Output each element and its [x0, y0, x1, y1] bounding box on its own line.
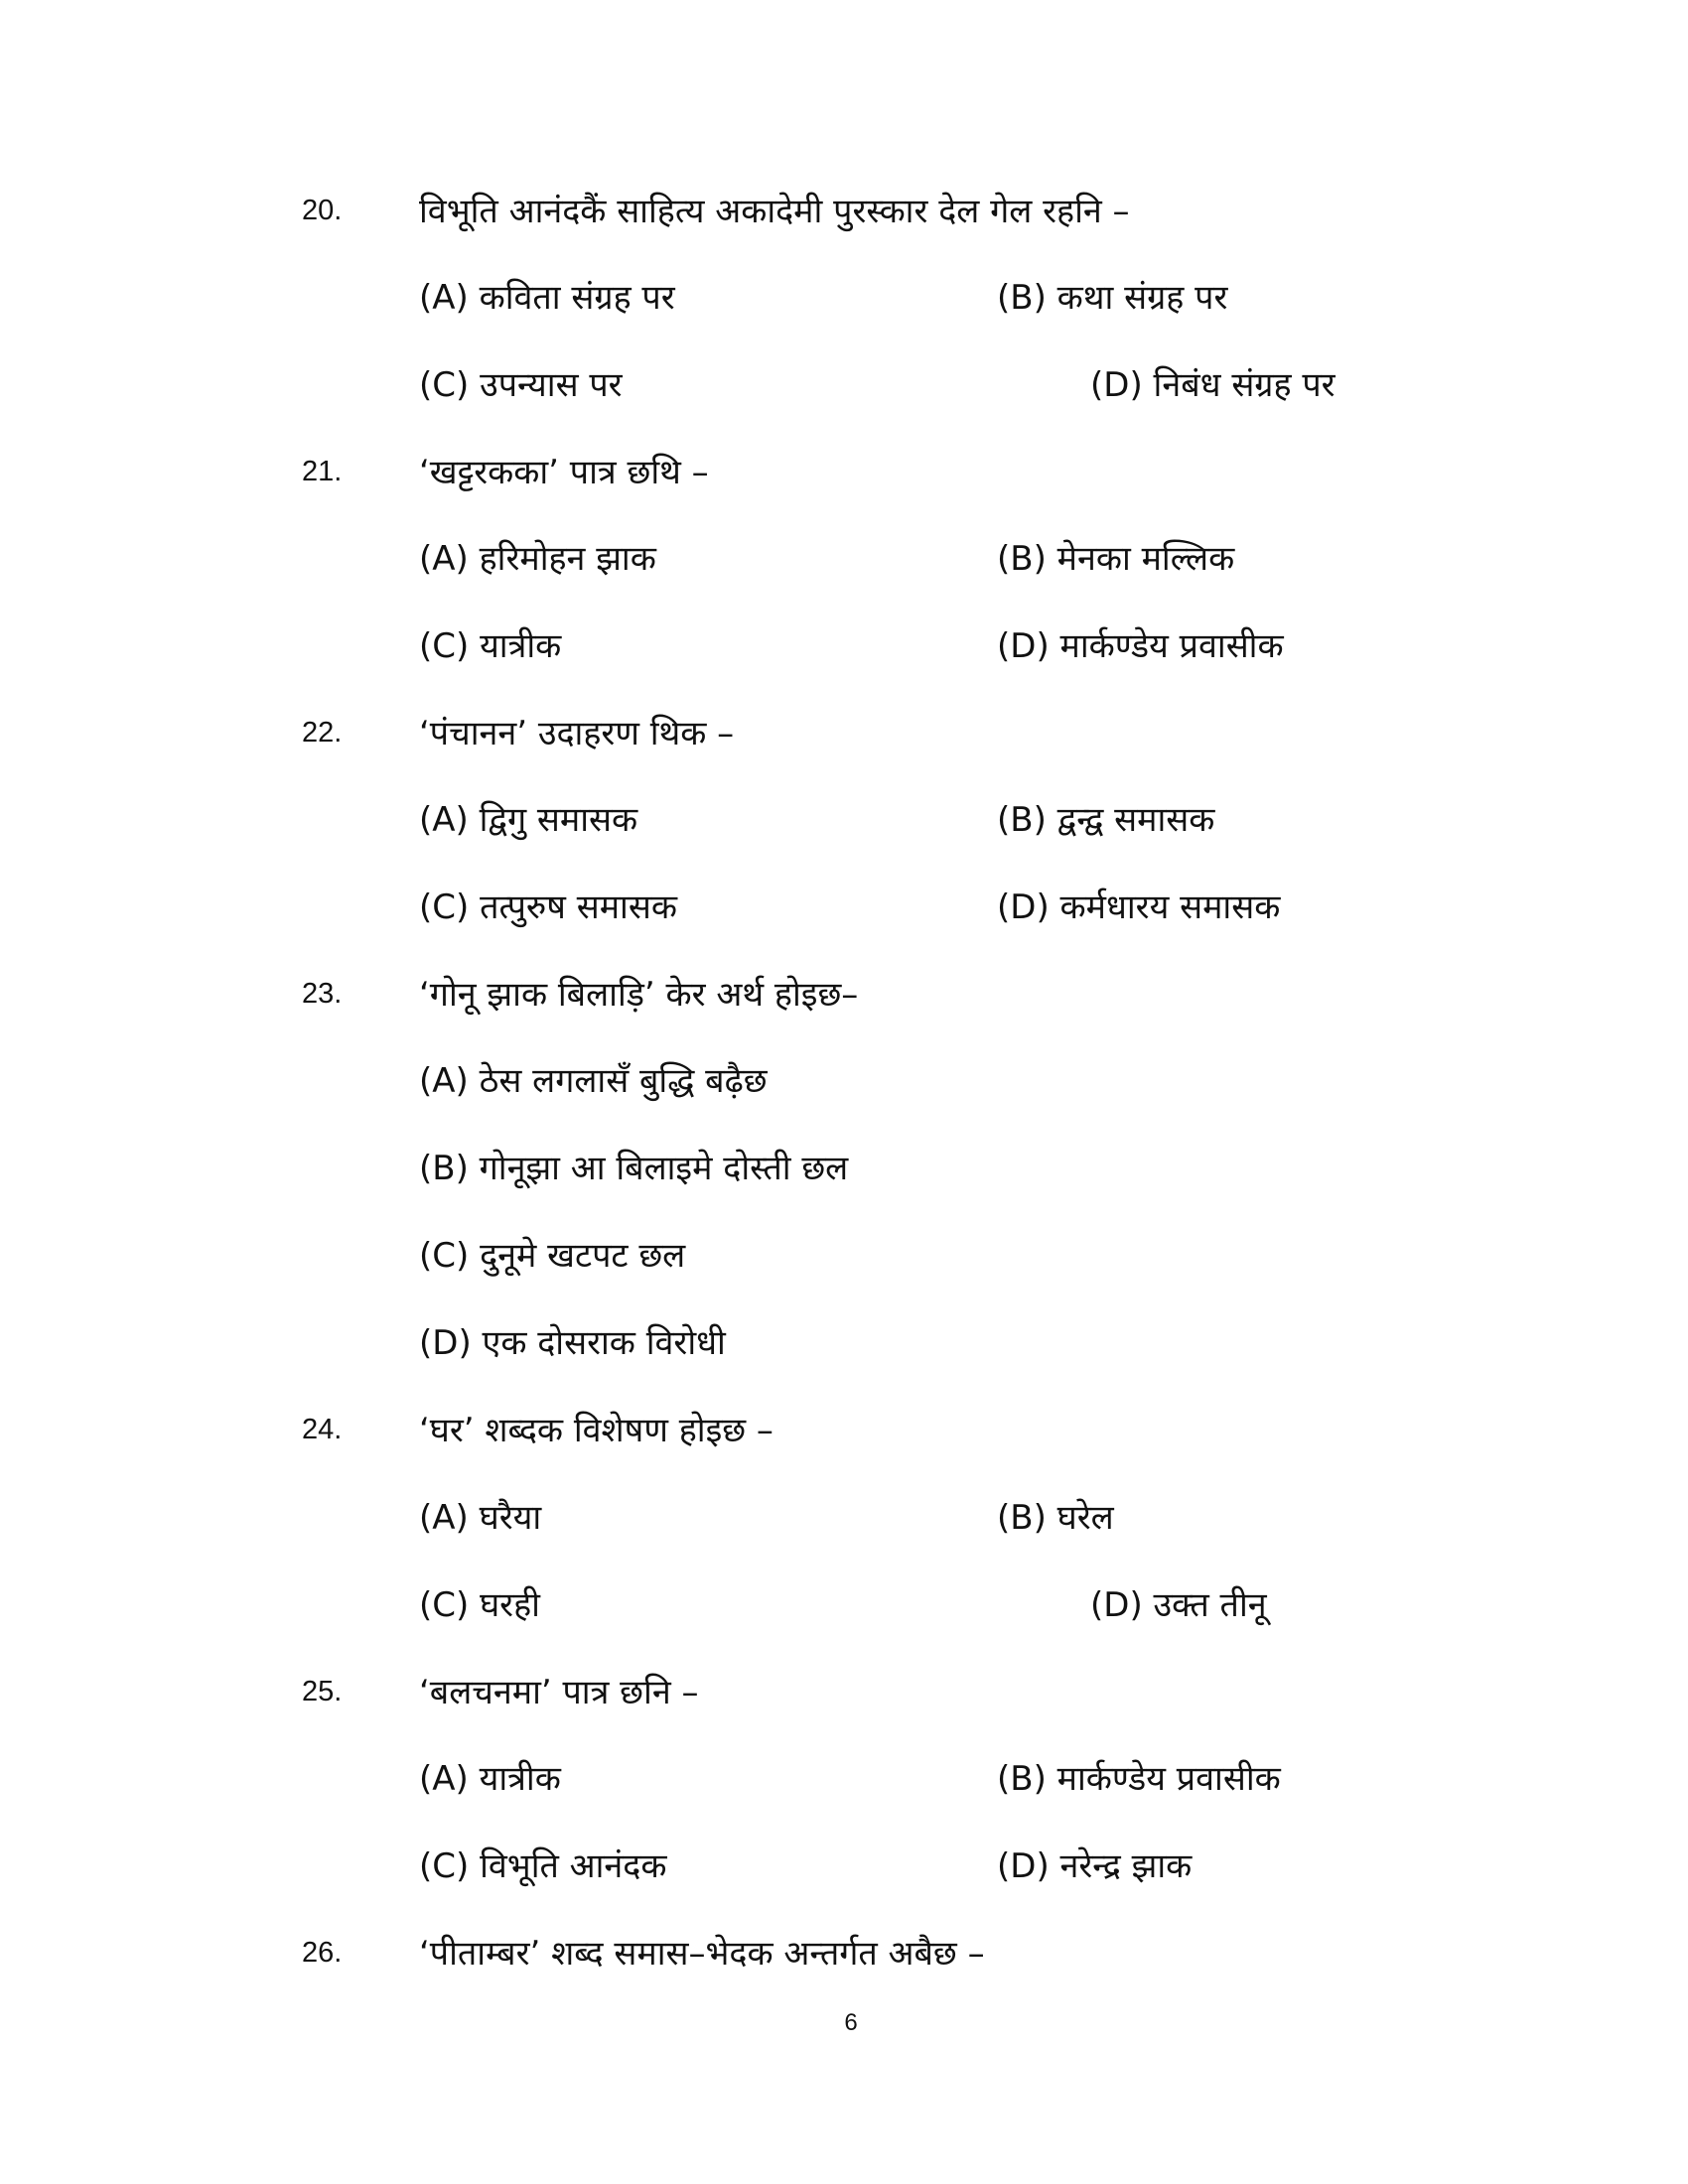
option-a: (A) यात्रीक	[419, 1759, 561, 1799]
option-c: (C) दुनूमे खटपट छल	[419, 1236, 686, 1276]
option-b: (B) घरेल	[997, 1498, 1114, 1538]
question-text: ‘पंचानन’ उदाहरण थिक –	[419, 714, 735, 753]
option-b: (B) मार्कण्डेय प्रवासीक	[997, 1759, 1281, 1799]
question-text: विभूति आनंदकैं साहित्य अकादेमी पुरस्कार देल गेल रहनि –	[419, 192, 1130, 231]
question-text: ‘गोनू झाक बिलाड़ि’ केर अर्थ होइछ–	[419, 975, 859, 1015]
option-d: (D) निबंध संग्रह पर	[1090, 365, 1336, 405]
option-c: (C) विभूति आनंदक	[419, 1846, 667, 1886]
option-d: (D) एक दोसराक विरोधी	[419, 1323, 726, 1363]
option-b: (B) मेनका मल्लिक	[997, 539, 1235, 579]
option-d: (D) उक्त तीनू	[1090, 1585, 1267, 1625]
option-b: (B) गोनूझा आ बिलाइमे दोस्ती छल	[419, 1149, 849, 1188]
question-number: 25.	[302, 1676, 343, 1707]
option-d: (D) मार्कण्डेय प्रवासीक	[997, 626, 1284, 666]
page-number: 6	[844, 2009, 858, 2036]
option-a: (A) ठेस लगलासँ बुद्धि बढ़ैछ	[419, 1061, 768, 1101]
option-a: (A) हरिमोहन झाक	[419, 539, 656, 579]
option-c: (C) घरही	[419, 1585, 540, 1625]
question-number: 21.	[302, 456, 343, 487]
option-c: (C) उपन्यास पर	[419, 365, 623, 405]
option-a: (A) द्विगु समासक	[419, 800, 638, 840]
question-text: ‘घर’ शब्दक विशेषण होइछ –	[419, 1411, 774, 1450]
option-a: (A) कविता संग्रह पर	[419, 278, 675, 318]
option-a: (A) घरैया	[419, 1498, 542, 1538]
option-b: (B) द्वन्द्व समासक	[997, 800, 1215, 840]
option-b: (B) कथा संग्रह पर	[997, 278, 1228, 318]
option-c: (C) तत्पुरुष समासक	[419, 887, 677, 927]
option-d: (D) कर्मधारय समासक	[997, 887, 1281, 927]
question-text: ‘पीताम्बर’ शब्द समास–भेदक अन्तर्गत अबैछ –	[419, 1934, 985, 1974]
question-text: ‘खट्टरकका’ पात्र छथि –	[419, 453, 709, 492]
question-number: 20.	[302, 195, 343, 226]
question-number: 26.	[302, 1937, 343, 1969]
question-text: ‘बलचनमा’ पात्र छनि –	[419, 1673, 699, 1712]
option-c: (C) यात्रीक	[419, 626, 562, 666]
question-number: 23.	[302, 978, 343, 1010]
question-number: 22.	[302, 717, 343, 749]
question-number: 24.	[302, 1414, 343, 1445]
option-d: (D) नरेन्द्र झाक	[997, 1846, 1193, 1886]
